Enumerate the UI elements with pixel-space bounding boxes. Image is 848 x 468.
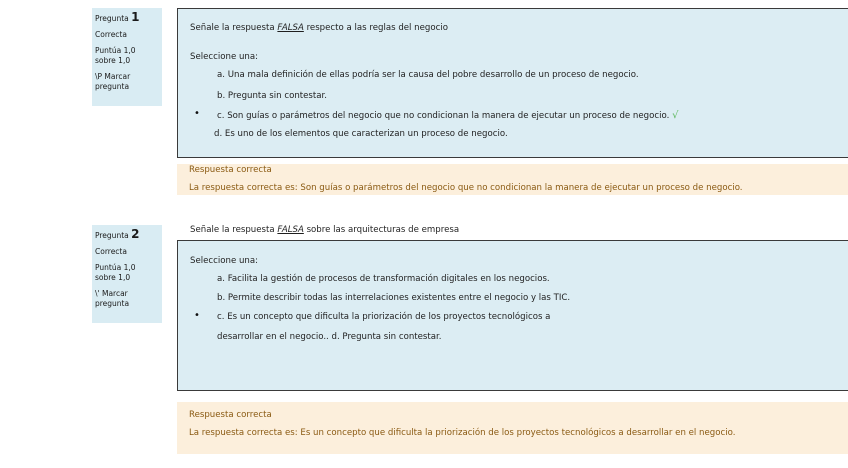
answer-option-c[interactable]: c. Son guías o parámetros del negocio que no condicionan la manera de ejecutar un proceso de negocio. √ — [217, 110, 679, 121]
emphasis-falsa: FALSA — [277, 225, 304, 235]
answer-option-d[interactable]: d. Es uno de los elementos que caracterizan un proceso de negocio. — [214, 129, 508, 139]
answer-option-c[interactable]: c. Es un concepto que dificulta la priorización de los proyectos tecnológicos a — [217, 312, 551, 322]
answer-option-b[interactable]: b. Pregunta sin contestar. — [217, 91, 328, 101]
selected-bullet: • — [194, 310, 200, 321]
answer-option-a[interactable]: a. Una mala definición de ellas podría ser la causa del pobre desarrollo de un proceso de negocio. — [217, 70, 639, 80]
question-prompt-1: Señale la respuesta FALSA respecto a las reglas del negocio — [190, 23, 448, 33]
question-status: Correcta — [95, 247, 127, 256]
check-icon: √ — [672, 110, 679, 121]
question-title: Pregunta 1 — [95, 10, 140, 24]
answer-option-b[interactable]: b. Permite describir todas las interrelaciones existentes entre el negocio y las TIC. — [217, 293, 571, 303]
feedback-title: Respuesta correcta — [189, 165, 272, 175]
feedback-title: Respuesta correcta — [189, 410, 272, 420]
question-status: Correcta — [95, 30, 127, 39]
feedback-box-1 — [177, 164, 848, 195]
answer-option-c-continued[interactable]: desarrollar en el negocio.. d. Pregunta sin contestar. — [217, 332, 442, 342]
question-info-2 — [92, 225, 162, 323]
select-label: Seleccione una: — [190, 52, 259, 62]
answer-option-a[interactable]: a. Facilita la gestión de procesos de transformación digitales en los negocios. — [217, 274, 550, 284]
question-score: Puntúa 1,0 sobre 1,0 — [95, 46, 136, 65]
select-label: Seleccione una: — [190, 256, 259, 266]
question-number: 2 — [131, 227, 140, 241]
selected-bullet: • — [194, 108, 200, 119]
question-score: Puntúa 1,0 sobre 1,0 — [95, 263, 136, 282]
emphasis-falsa: FALSA — [277, 23, 304, 33]
question-info-1 — [92, 8, 162, 106]
question-title: Pregunta 2 — [95, 227, 140, 241]
flag-question-link[interactable]: \' Marcar pregunta — [95, 289, 130, 308]
feedback-box-2 — [177, 402, 848, 454]
question-number: 1 — [131, 10, 140, 24]
flag-question-link[interactable]: \P Marcar pregunta — [95, 72, 131, 91]
feedback-text: La respuesta correcta es: Es un concepto que dificulta la priorización de los proyectos tecnológicos a desarrollar en el negocio. — [189, 428, 736, 438]
feedback-text: La respuesta correcta es: Son guías o parámetros del negocio que no condicionan la manera de ejecutar un proceso de negocio. — [189, 183, 743, 193]
question-prompt-2: Señale la respuesta FALSA sobre las arquitecturas de empresa — [190, 225, 460, 235]
